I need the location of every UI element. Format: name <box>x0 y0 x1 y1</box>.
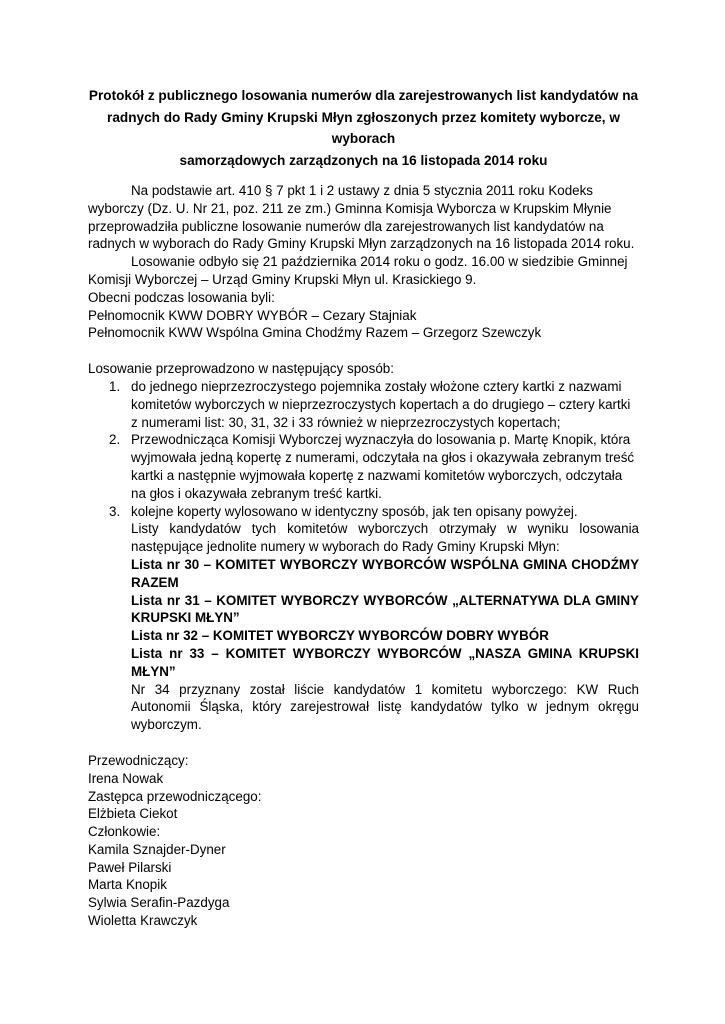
step-number: 1. <box>109 378 121 394</box>
intro-line: Na podstawie art. 410 § 7 pkt 1 i 2 ustawy z dnia 5 stycznia 2011 roku Kodeks <box>131 183 593 198</box>
present-person: Pełnomocnik KWW DOBRY WYBÓR – Cezary Stajniak <box>88 307 417 323</box>
deputy-name: Elżbieta Ciekot <box>88 806 178 822</box>
list-assignment: Lista nr 32 – KOMITET WYBORCZY WYBORCÓW DOBRY WYBÓR <box>131 628 549 644</box>
step-line: Przewodnicząca Komisji Wyborczej wyznaczyła do losowania p. Martę Knopik, która <box>131 432 631 448</box>
signatures-block <box>88 752 639 930</box>
session-paragraph <box>88 253 639 289</box>
step-line: do jednego nieprzezroczystego pojemnika zostały włożone cztery kartki z nazwami <box>131 378 622 394</box>
session-line: Losowanie odbyło się 21 października 2014 roku o godz. 16.00 w siedzibie Gminnej <box>131 254 628 270</box>
chair-label: Przewodniczący: <box>88 752 189 768</box>
procedure-step <box>88 378 639 431</box>
members-label: Członkowie: <box>88 824 161 840</box>
procedure-step <box>88 431 639 502</box>
intro-line: radnych w wyborach do Rady Gminy Krupski Młyn zarządzonych na 16 listopada 2014 roku. <box>88 236 635 252</box>
document-page <box>88 85 639 930</box>
intro-paragraph <box>88 182 639 253</box>
member-name: Kamila Sznajder-Dyner <box>88 841 226 857</box>
document-title <box>88 85 639 171</box>
procedure-steps <box>88 378 639 520</box>
step-line: komitetów wyborczych w nieprzezroczystych kopertach a do drugiego – cztery kartki <box>131 396 631 412</box>
step-line: na głos i okazywała zebranym treść kartki. <box>131 485 382 501</box>
member-name: Paweł Pilarski <box>88 859 172 875</box>
session-line: Komisji Wyborczej – Urząd Gminy Krupski Młyn ul. Krasickiego 9. <box>88 271 477 287</box>
procedure-lead: Losowanie przeprowadzono w następujący sposób: <box>88 361 394 377</box>
step-number: 2. <box>109 432 121 448</box>
results-intro: Listy kandydatów tych komitetów wyborczych otrzymały w wyniku losowania następujące jednolite numery w wyborach do Rady Gminy Krupski Młyn: <box>131 521 639 555</box>
procedure-step <box>88 503 639 521</box>
step-number: 3. <box>109 503 121 519</box>
intro-line: wyborczy (Dz. U. Nr 21, poz. 211 ze zm.) Gminna Komisja Wyborcza w Krupskim Młynie <box>88 200 612 216</box>
intro-line: przeprowadziła publiczne losowanie numerów dla zarejestrowanych list kandydatów na <box>88 218 604 234</box>
present-person: Pełnomocnik KWW Wspólna Gmina Chodźmy Razem – Grzegorz Szewczyk <box>88 325 542 341</box>
title-line: radnych do Rady Gminy Krupski Młyn zgłoszonych przez komitety wyborcze, w wyborach <box>107 109 620 146</box>
present-label: Obecni podczas losowania byli: <box>88 289 275 305</box>
list-assignment: Lista nr 31 – KOMITET WYBORCZY WYBORCÓW „ALTERNATYWA DLA GMINY KRUPSKI MŁYN” <box>131 592 639 626</box>
chair-name: Irena Nowak <box>88 770 164 786</box>
member-name: Marta Knopik <box>88 877 167 893</box>
step-line: wyjmowała jedną kopertę z numerami, odczytała na głos i okazywała zebranym treść <box>131 450 635 466</box>
list-assignment: Lista nr 33 – KOMITET WYBORCZY WYBORCÓW „NASZA GMINA KRUPSKI MŁYN” <box>131 645 639 679</box>
results-block <box>88 520 639 734</box>
list-34-note: Nr 34 przyznany został liście kandydatów 1 komitetu wyborczego: KW Ruch Autonomii Śląska, który zarejestrował listę kandydatów tylko w jednym okręgu wyborczym. <box>131 681 639 733</box>
step-line: z numerami list: 30, 31, 32 i 33 również w nieprzezroczystych kopertach; <box>131 414 561 430</box>
deputy-label: Zastępca przewodniczącego: <box>88 788 262 804</box>
title-line: samorządowych zarządzonych na 16 listopada 2014 roku <box>179 152 548 168</box>
member-name: Sylwia Serafin-Pazdyga <box>88 895 230 911</box>
step-line: kartki a następnie wyjmowała kopertę z nazwami komitetów wyborczych, odczytała <box>131 467 623 483</box>
member-name: Wioletta Krawczyk <box>88 913 198 929</box>
list-assignment: Lista nr 30 – KOMITET WYBORCZY WYBORCÓW WSPÓLNA GMINA CHODŹMY RAZEM <box>131 556 639 590</box>
title-line: Protokół z publicznego losowania numerów dla zarejestrowanych list kandydatów na <box>88 88 639 103</box>
step-line: kolejne koperty wylosowano w identyczny sposób, jak ten opisany powyżej. <box>131 503 578 519</box>
